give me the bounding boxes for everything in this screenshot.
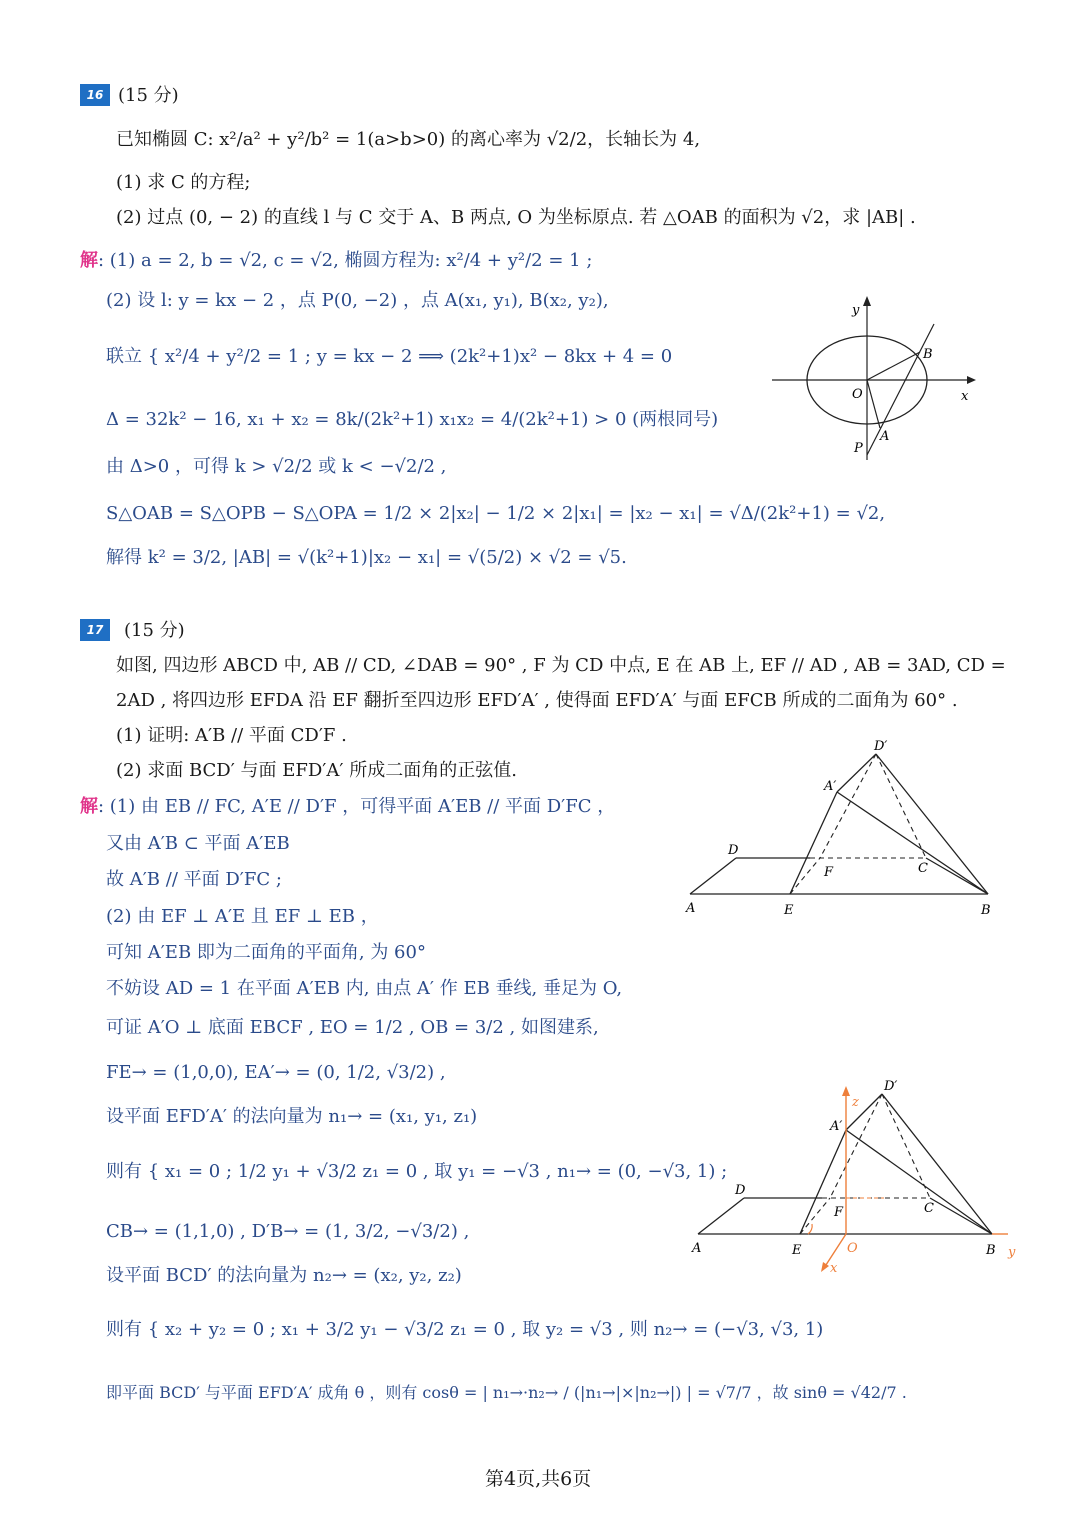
fig-label: C [924, 1201, 934, 1216]
solution-block [80, 249, 592, 273]
question-number-badge: 17 [80, 619, 110, 641]
fig-label: B [981, 903, 991, 918]
solution-block [80, 795, 615, 819]
question-stem-line-1: 如图, 四边形 ABCD 中, AB // CD, ∠DAB = 90° , F 为 CD 中点, E 在 AB 上, EF // AD , AB = 3AD, CD = [116, 655, 1006, 676]
fig-label: F [824, 865, 834, 880]
question-part-2: (2) 求面 BCD′ 与面 EFD′A′ 所成二面角的正弦值. [116, 760, 517, 781]
fig-label: C [918, 861, 928, 876]
fig-label: y [852, 303, 860, 318]
page-footer: 第4页,共6页 [485, 1468, 592, 1490]
solution-line: 则有 { x₁ = 0 ; 1/2 y₁ + √3/2 z₁ = 0 , 取 y₁ = −√3 , n₁→ = (0, −√3, 1) ; [106, 1161, 728, 1182]
solution-line: (2) 设 l: y = kx − 2 ，点 P(0, −2) ，点 A(x₁, y₁), B(x₂, y₂), [106, 290, 609, 311]
question-points: (15 分) [118, 85, 179, 106]
question-part-1: (1) 求 C 的方程; [116, 172, 251, 193]
fig-label: D′ [874, 739, 888, 754]
solution-line: 则有 { x₂ + y₂ = 0 ; x₁ + 3/2 y₁ − √3/2 z₁ = 0 , 取 y₂ = √3 , 则 n₂→ = (−√3, √3, 1) [106, 1319, 824, 1340]
fig-label: F [834, 1205, 844, 1220]
fig-label: A [686, 901, 696, 916]
solution-label: 解 [80, 796, 98, 817]
fig-label: P [854, 441, 863, 456]
solution-line: : (1) a = 2, b = √2, c = √2, 椭圆方程为: x²/4 + y²/2 = 1 ; [98, 250, 593, 271]
fig-label: D [728, 843, 739, 858]
solution-line: : (1) 由 EB // FC, A′E // D′F ，可得平面 A′EB // 平面 D′FC ， [98, 796, 616, 817]
solution-line: S△OAB = S△OPB − S△OPA = 1/2 × 2|x₂| − 1/2 × 2|x₁| = |x₂ − x₁| = √Δ/(2k²+1) = √2, [106, 503, 886, 524]
question-stem: 已知椭圆 C: x²/a² + y²/b² = 1(a>b>0) 的离心率为 √2/2，长轴长为 4, [116, 129, 701, 150]
solution-line: (2) 由 EF ⊥ A′E 且 EF ⊥ EB ， [106, 906, 379, 927]
solution-line: 可知 A′EB 即为二面角的平面角, 为 60° [106, 942, 426, 963]
solution-line: Δ = 32k² − 16, x₁ + x₂ = 8k/(2k²+1) x₁x₂ = 4/(2k²+1) > 0 (两根同号) [106, 409, 719, 430]
ellipse-figure [772, 292, 982, 462]
question-part-2: (2) 过点 (0, − 2) 的直线 l 与 C 交于 A、B 两点, O 为坐标原点. 若 △OAB 的面积为 √2，求 |AB| . [116, 207, 916, 228]
coordinate-figure [690, 1076, 1022, 1276]
fig-label: B [923, 347, 933, 362]
solution-line: 设平面 BCD′ 的法向量为 n₂→ = (x₂, y₂, z₂) [106, 1265, 462, 1286]
solution-line: 设平面 EFD′A′ 的法向量为 n₁→ = (x₁, y₁, z₁) [106, 1106, 478, 1127]
fig-label: D′ [884, 1079, 898, 1094]
fig-label: A′ [830, 1119, 843, 1134]
fig-label: y [1008, 1245, 1016, 1260]
fig-label: O [847, 1241, 858, 1256]
fig-label: x [961, 389, 969, 404]
solution-line: 不妨设 AD = 1 在平面 A′EB 内, 由点 A′ 作 EB 垂线, 垂足为 O, [106, 978, 623, 999]
fig-label: z [852, 1095, 859, 1110]
solution-line: FE→ = (1,0,0), EA′→ = (0, 1/2, √3/2) , [106, 1062, 446, 1083]
solution-line: 即平面 BCD′ 与平面 EFD′A′ 成角 θ ，则有 cosθ = | n₁→·n₂→ / (|n₁→|×|n₂→|) | = √7/7 ，故 sinθ = √42/7 . [106, 1383, 907, 1402]
solution-line: 故 A′B // 平面 D′FC ; [106, 869, 282, 890]
fig-label: A [880, 429, 890, 444]
solution-label: 解 [80, 250, 98, 271]
solution-line: 联立 { x²/4 + y²/2 = 1 ; y = kx − 2 ⟹ (2k²+1)x² − 8kx + 4 = 0 [106, 346, 673, 367]
question-stem-line-2: 2AD , 将四边形 EFDA 沿 EF 翻折至四边形 EFD′A′ , 使得面 EFD′A′ 与面 EFCB 所成的二面角为 60° . [116, 690, 958, 711]
question-number-badge: 16 [80, 84, 110, 106]
fig-label: A′ [824, 779, 837, 794]
fig-label: D [735, 1183, 746, 1198]
question-part-1: (1) 证明: A′B // 平面 CD′F . [116, 725, 347, 746]
fig-label: A [692, 1241, 702, 1256]
fig-label: E [784, 903, 794, 918]
fig-label: B [986, 1243, 996, 1258]
fig-label: E [792, 1243, 802, 1258]
solution-line: 可证 A′O ⊥ 底面 EBCF , EO = 1/2 , OB = 3/2 , 如图建系, [106, 1017, 599, 1038]
solution-line: 又由 A′B ⊂ 平面 A′EB [106, 833, 290, 854]
question-points: (15 分) [124, 620, 185, 641]
fig-label: O [852, 387, 863, 402]
solution-line: 由 Δ>0 ，可得 k > √2/2 或 k < −√2/2 , [106, 456, 447, 477]
solution-line: 解得 k² = 3/2, |AB| = √(k²+1)|x₂ − x₁| = √(5/2) × √2 = √5. [106, 547, 627, 568]
fig-label: x [830, 1261, 838, 1276]
folding-figure [684, 736, 996, 918]
solution-line: CB→ = (1,1,0) , D′B→ = (1, 3/2, −√3/2) , [106, 1221, 470, 1242]
